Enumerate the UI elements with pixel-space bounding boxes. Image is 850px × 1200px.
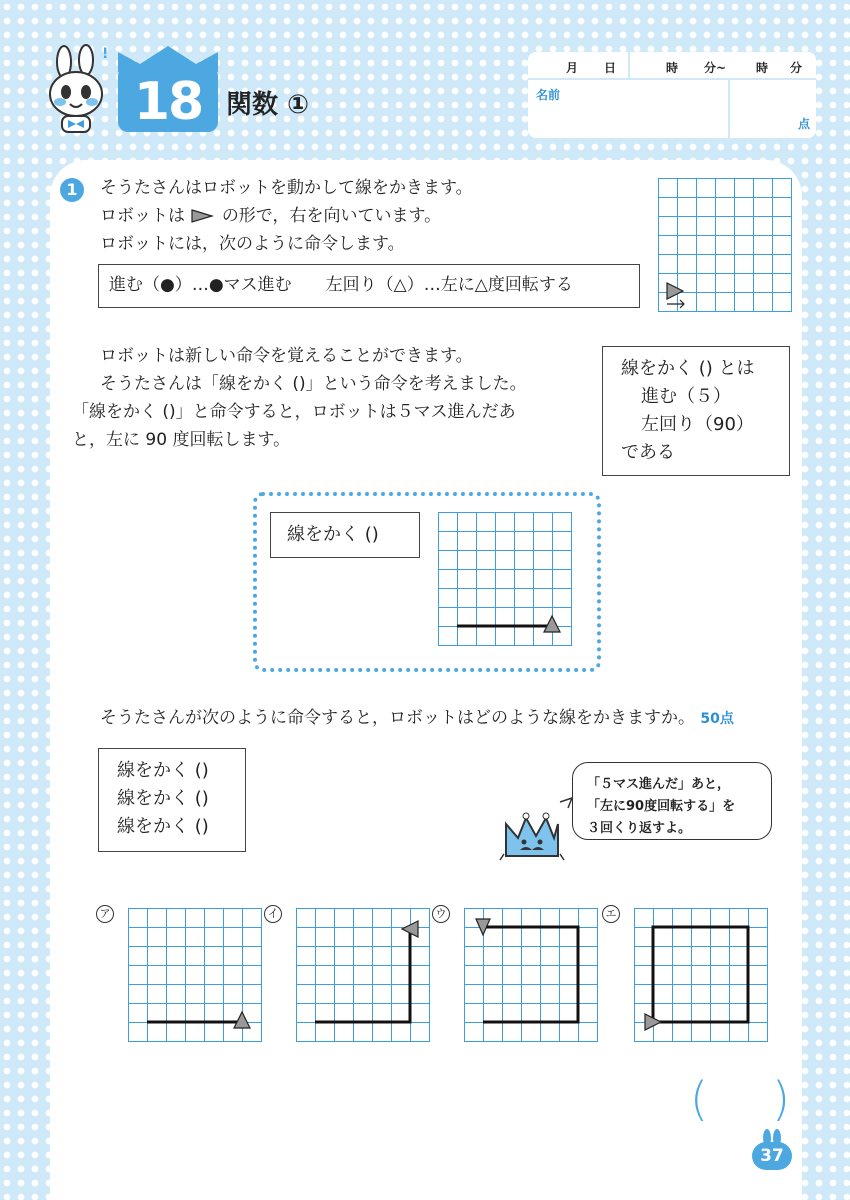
intro-line-2 xyxy=(100,202,441,230)
divider xyxy=(728,78,730,138)
answer-close-paren: ) xyxy=(772,1072,790,1126)
definition-box xyxy=(602,346,790,476)
bunny-mascot xyxy=(44,44,114,140)
question-ask-text: そうたさんが次のように命令すると，ロボットはどのような線をかきますか。 xyxy=(100,708,695,728)
answer-open-paren: ( xyxy=(690,1072,708,1126)
program-box xyxy=(98,748,246,852)
question-number: 1 xyxy=(60,178,84,202)
example-line xyxy=(438,512,571,645)
hint-speech-bubble xyxy=(572,762,772,840)
answer-field[interactable] xyxy=(708,1076,768,1120)
example-command-box xyxy=(270,512,420,558)
intro-line-1: そうたさんはロボットを動かして線をかきます。 xyxy=(100,178,473,198)
example-command: 線をかく () xyxy=(287,524,379,545)
hint-line-3: ３回くり返すよ。 xyxy=(587,821,692,836)
program-line-1: 線をかく () xyxy=(117,760,209,781)
example-grid xyxy=(438,512,572,646)
minute-range-label: 分~ xyxy=(704,61,727,75)
choice-c-path xyxy=(464,908,597,1041)
worksheet-panel xyxy=(50,160,802,1200)
choice-a-grid[interactable] xyxy=(128,908,262,1042)
hour-label-2: 時 xyxy=(756,61,769,75)
choice-d-label: エ xyxy=(602,905,620,923)
command-box xyxy=(98,264,640,308)
choice-b-grid[interactable] xyxy=(296,908,430,1042)
choice-a-label: ア xyxy=(96,905,114,923)
divider xyxy=(628,52,630,78)
para2-line-4: と，左に 90 度回転します。 xyxy=(72,430,291,450)
name-label: 名前 xyxy=(536,88,561,102)
intro-line-2-a: ロボットは xyxy=(100,206,185,226)
choice-b-path xyxy=(296,908,429,1041)
definition-line-4: である xyxy=(621,442,675,463)
hint-line-2: 「左に90度回転する」を xyxy=(587,799,736,814)
month-label: 月 xyxy=(566,61,579,75)
day-label: 日 xyxy=(604,61,617,75)
program-line-2: 線をかく () xyxy=(117,788,209,809)
hint-line-1: 「５マス進んだ」あと， xyxy=(587,777,731,792)
date-name-box xyxy=(528,52,816,138)
robot-arrow-icon xyxy=(190,208,216,224)
crown-icon xyxy=(118,46,218,72)
date-time-row xyxy=(528,52,816,80)
lesson-badge xyxy=(118,66,218,132)
choice-a-path xyxy=(128,908,261,1041)
choice-b-label: イ xyxy=(264,905,282,923)
svg-text:!: ! xyxy=(102,46,109,62)
hour-label: 時 xyxy=(666,61,679,75)
minute-label-2: 分 xyxy=(790,61,803,75)
crown-mascot xyxy=(496,794,576,866)
definition-line-2: 進む（５） xyxy=(641,386,731,407)
choice-c-grid[interactable] xyxy=(464,908,598,1042)
choice-c-label: ウ xyxy=(432,905,450,923)
para2-line-2: そうたさんは「線をかく ()」という命令を考えました。 xyxy=(100,374,527,394)
choice-d-grid[interactable] xyxy=(634,908,768,1042)
choice-d-path xyxy=(634,908,767,1041)
start-grid xyxy=(658,178,792,312)
page-number: 37 xyxy=(752,1142,792,1170)
intro-line-3: ロボットには，次のように命令します。 xyxy=(100,234,405,254)
definition-line-1: 線をかく () とは xyxy=(621,358,755,379)
lesson-title: 関数 ① xyxy=(226,90,310,120)
definition-line-3: 左回り（90） xyxy=(641,414,754,435)
question-ask xyxy=(100,704,734,733)
lesson-number: 18 xyxy=(133,72,203,132)
robot-start-icon xyxy=(658,178,791,311)
para2-line-1: ロボットは新しい命令を覚えることができます。 xyxy=(100,346,473,366)
intro-line-2-b: の形で，右を向いています。 xyxy=(221,206,442,226)
para2-line-3: 「線をかく ()」と命令すると，ロボットは５マス進んだあ xyxy=(72,402,516,422)
program-line-3: 線をかく () xyxy=(117,816,209,837)
points-badge: 50点 xyxy=(700,711,734,727)
command-text: 進む（●）…●マス進む 左回り（△）…左に△度回転する xyxy=(109,275,573,295)
score-label: 点 xyxy=(797,117,810,131)
